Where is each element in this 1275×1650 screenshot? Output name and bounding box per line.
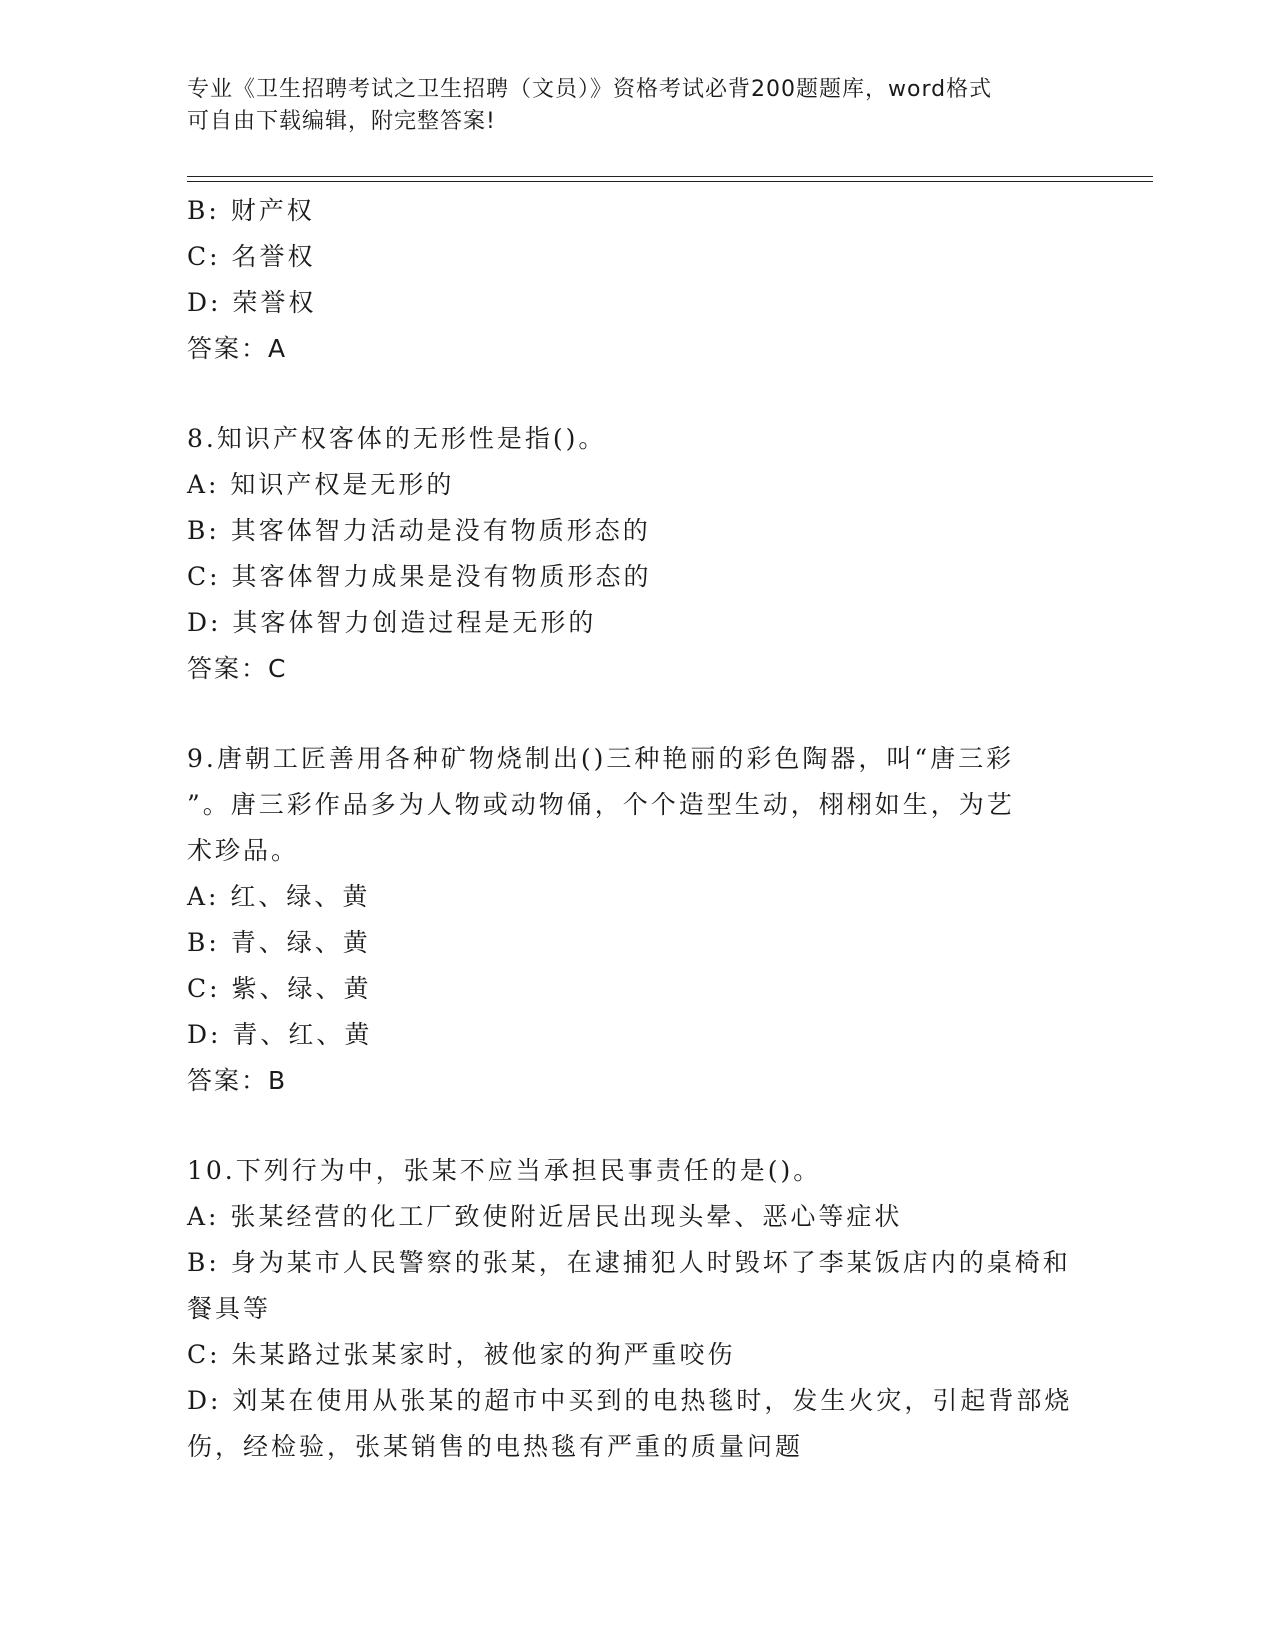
question-9 <box>187 736 1087 1104</box>
document-body <box>187 188 1087 1470</box>
spacer <box>187 372 1087 416</box>
question-stem-line-2: ”。唐三彩作品多为人物或动物俑，个个造型生动，栩栩如生，为艺 <box>187 790 1015 819</box>
document-header <box>187 74 1087 138</box>
option-b: B: 财产权 <box>187 196 315 225</box>
option-d: D: 其客体智力创造过程是无形的 <box>187 608 597 637</box>
option-d: D: 荣誉权 <box>187 288 317 317</box>
option-a: A: 知识产权是无形的 <box>187 470 455 499</box>
option-a: A: 红、绿、黄 <box>187 882 371 911</box>
question-10 <box>187 1148 1087 1470</box>
answer-line: 答案：C <box>187 654 288 683</box>
header-divider-bottom <box>187 181 1153 182</box>
option-c: C: 名誉权 <box>187 242 316 271</box>
question-8 <box>187 416 1087 692</box>
option-b: B: 青、绿、黄 <box>187 928 371 957</box>
header-line-1: 专业《卫生招聘考试之卫生招聘（文员）》资格考试必背200题题库，word格式 <box>187 77 993 102</box>
option-c: C: 其客体智力成果是没有物质形态的 <box>187 562 652 591</box>
question-stem: 8.知识产权客体的无形性是指()。 <box>187 424 607 453</box>
question-7-continued <box>187 188 1087 372</box>
answer-line: 答案：B <box>187 1066 288 1095</box>
option-c: C: 朱某路过张某家时，被他家的狗严重咬伤 <box>187 1340 736 1369</box>
question-stem-line-3: 术珍品。 <box>187 836 300 865</box>
spacer <box>187 1104 1087 1148</box>
option-a: A: 张某经营的化工厂致使附近居民出现头晕、恶心等症状 <box>187 1202 903 1231</box>
question-stem: 10.下列行为中，张某不应当承担民事责任的是()。 <box>187 1156 822 1185</box>
option-b: B: 其客体智力活动是没有物质形态的 <box>187 516 651 545</box>
spacer <box>187 692 1087 736</box>
option-d: D: 刘某在使用从张某的超市中买到的电热毯时，发生火灾，引起背部烧伤，经检验，张某销售的电热毯有严重的质量问题 <box>187 1386 1073 1461</box>
header-line-2: 可自由下载编辑，附完整答案! <box>187 109 496 134</box>
option-c: C: 紫、绿、黄 <box>187 974 372 1003</box>
option-d: D: 青、红、黄 <box>187 1020 373 1049</box>
answer-line: 答案：A <box>187 334 288 363</box>
header-divider-top <box>187 176 1153 177</box>
question-stem-line-1: 9.唐朝工匠善用各种矿物烧制出()三种艳丽的彩色陶器，叫“唐三彩 <box>187 744 1015 773</box>
option-b: B: 身为某市人民警察的张某，在逮捕犯人时毁坏了李某饭店内的桌椅和餐具等 <box>187 1248 1071 1323</box>
